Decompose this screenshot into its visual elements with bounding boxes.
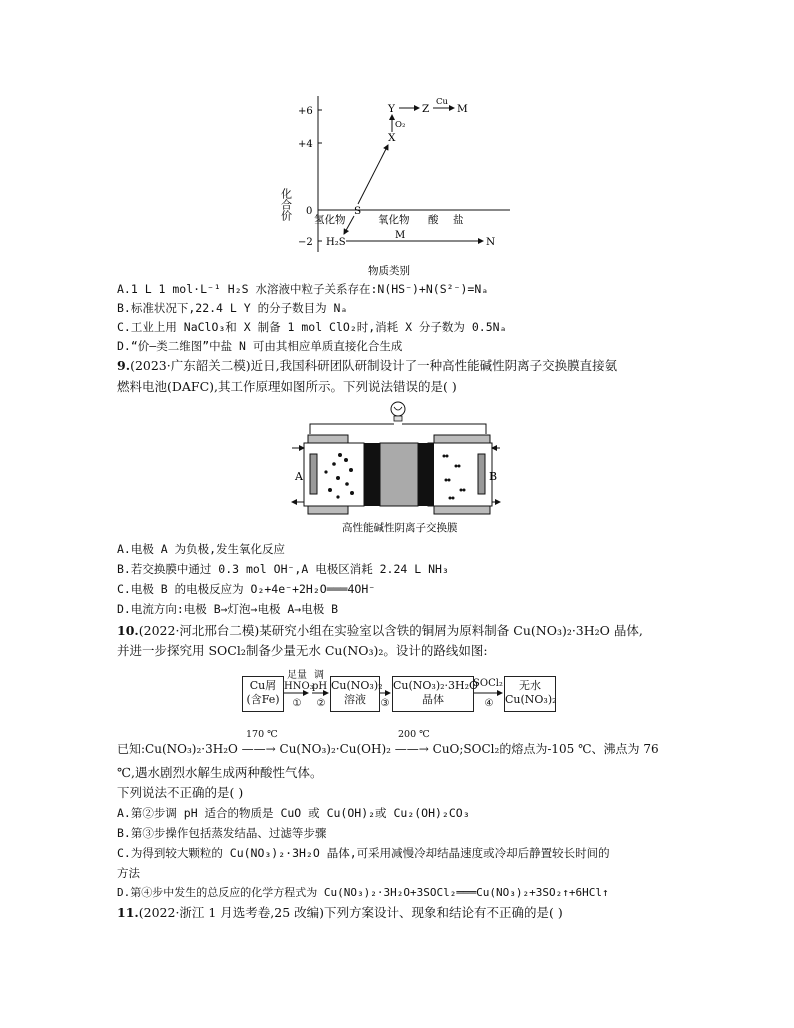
q10-option-c: C.为得到较大颗粒的 Cu(NO₃)₂·3H₂O 晶体,可采用减慢冷却结晶速度或冷却后静置较长时间的 xyxy=(117,846,610,860)
y-tick-p6: +6 xyxy=(298,106,313,117)
q10-number: 10. xyxy=(117,623,139,638)
category-oxide: 氧化物 xyxy=(378,214,410,226)
point-m: M xyxy=(457,103,468,115)
q8-option-c: C.工业上用 NaClO₃和 X 制备 1 mol ClO₂时,消耗 X 分子数为 0.5Nₐ xyxy=(117,320,507,334)
q10-known-temp2: 200 ℃ xyxy=(398,729,430,740)
fuel-cell-diagram xyxy=(290,398,502,538)
q9-number: 9. xyxy=(117,358,131,373)
q10-stem-line2: 并进一步探究用 SOCl₂制备少量无水 Cu(NO₃)₂。设计的路线如图: xyxy=(117,643,488,658)
y-tick-0: 0 xyxy=(306,206,313,217)
flow-step1-top: 足量HNO₃ xyxy=(284,670,314,692)
q10-stem-text: (2022·河北邢台二模)某研究小组在实验室以含铁的铜屑为原料制备 Cu(NO₃)₂·3H₂O 晶体, xyxy=(138,623,643,638)
q10-option-c-cont: 方法 xyxy=(117,866,140,880)
point-y: Y xyxy=(388,103,395,115)
label-m: M xyxy=(395,230,406,241)
q11-number: 11. xyxy=(117,905,139,920)
point-s: S xyxy=(354,205,362,217)
membrane-label: 高性能碱性阴离子交换膜 xyxy=(342,522,458,534)
flow-step4-num: ④ xyxy=(484,698,494,709)
q9-stem-text: (2023·广东韶关二模)近日,我国科研团队研制设计了一种高性能碱性阴离子交换膜直接氨 xyxy=(130,358,618,373)
q11-stem-text: (2022·浙江 1 月选考卷,25 改编)下列方案设计、现象和结论有不正确的是( ) xyxy=(138,905,563,920)
q9-option-b: B.若交换膜中通过 0.3 mol OH⁻,A 电极区消耗 2.24 L NH₃ xyxy=(117,562,449,576)
point-n: N xyxy=(486,236,496,248)
y-tick-m2: −2 xyxy=(298,237,313,248)
flow-box4-line1: 无水 xyxy=(519,679,541,692)
arrow-s-to-h2s xyxy=(344,216,354,234)
q11-stem xyxy=(117,904,563,922)
flow-step2-label: 调pH xyxy=(312,670,328,692)
flow-box3-line1: Cu(NO₃)₂·3H₂O xyxy=(393,679,479,692)
point-z: Z xyxy=(422,103,430,115)
flow-box-cu-scrap xyxy=(242,676,284,712)
category-salt: 盐 xyxy=(453,214,464,226)
point-x: X xyxy=(388,132,396,144)
category-hydride: 氢化物 xyxy=(314,214,346,226)
y-axis-label: 化合价 xyxy=(280,188,293,221)
point-h2s: H₂S xyxy=(326,237,346,248)
arrow-s-to-x xyxy=(358,145,388,204)
q8-option-b: B.标准状况下,22.4 L Y 的分子数目为 Nₐ xyxy=(117,301,348,315)
q10-option-b: B.第③步操作包括蒸发结晶、过滤等步骤 xyxy=(117,826,327,840)
flow-box4-line2: Cu(NO₃)₂ xyxy=(505,693,557,706)
y-tick-p4: +4 xyxy=(298,139,313,150)
flow-step1-label xyxy=(284,670,314,692)
label-cu: Cu xyxy=(436,97,448,107)
category-acid: 酸 xyxy=(428,214,439,226)
flow-step2-num: ② xyxy=(316,698,326,709)
electrode-b-label: B xyxy=(489,470,498,483)
flow-step3-num: ③ xyxy=(380,698,390,709)
flow-box2-line1: Cu(NO₃)₂ xyxy=(331,679,383,692)
q10-stem-line1 xyxy=(117,622,643,640)
flow-box1-line2: (含Fe) xyxy=(246,693,280,706)
q9-option-d: D.电流方向:电极 B→灯泡→电极 A→电极 B xyxy=(117,602,339,616)
q10-option-d: D.第④步中发生的总反应的化学方程式为 Cu(NO₃)₂·3H₂O+3SOCl₂═══Cu(NO₃)₂+3SO₂↑+6HCl↑ xyxy=(117,886,609,899)
q9-option-c: C.电极 B 的电极反应为 O₂+4e⁻+2H₂O═══4OH⁻ xyxy=(117,582,376,596)
flow-step4-label: SOCl₂ xyxy=(473,678,503,689)
q10-known-temp1: 170 ℃ xyxy=(246,729,278,740)
q10-question: 下列说法不正确的是( ) xyxy=(117,785,244,800)
flow-box-anhydrous xyxy=(504,676,556,712)
q10-flowchart xyxy=(242,670,562,718)
bulb-icon xyxy=(391,402,405,421)
q9-stem-line2: 燃料电池(DAFC),其工作原理如图所示。下列说法错误的是( ) xyxy=(117,379,457,394)
x-axis-label: 物质类别 xyxy=(368,265,410,277)
q9-option-a: A.电极 A 为负极,发生氧化反应 xyxy=(117,542,286,556)
q10-known-line1: 已知:Cu(NO₃)₂·3H₂O ——→ Cu(NO₃)₂·Cu(OH)₂ ——→ CuO;SOCl₂的熔点为-105 ℃、沸点为 76 xyxy=(117,742,659,756)
valence-class-chart xyxy=(280,92,520,278)
q9-stem-line1 xyxy=(117,357,617,375)
flow-box-crystal xyxy=(392,676,479,712)
flow-box2-line2: 溶液 xyxy=(344,693,366,706)
q10-option-a: A.第②步调 pH 适合的物质是 CuO 或 Cu(OH)₂或 Cu₂(OH)₂CO₃ xyxy=(117,806,470,820)
q8-option-a: A.1 L 1 mol·L⁻¹ H₂S 水溶液中粒子关系存在:N(HS⁻)+N(S²⁻)=Nₐ xyxy=(117,282,489,296)
q8-option-d: D.“价—类二维图”中盐 N 可由其相应单质直接化合生成 xyxy=(117,339,403,353)
flow-box3-line2: 晶体 xyxy=(422,693,444,706)
flow-box-cu-nitrate-solution xyxy=(330,676,383,712)
electrode-a-label: A xyxy=(295,470,303,483)
flow-step1-num: ① xyxy=(292,698,302,709)
label-o2: O₂ xyxy=(395,120,406,130)
q10-known-line2: ℃,遇水剧烈水解生成两种酸性气体。 xyxy=(117,765,323,780)
flow-box1-line1: Cu屑 xyxy=(249,679,277,692)
